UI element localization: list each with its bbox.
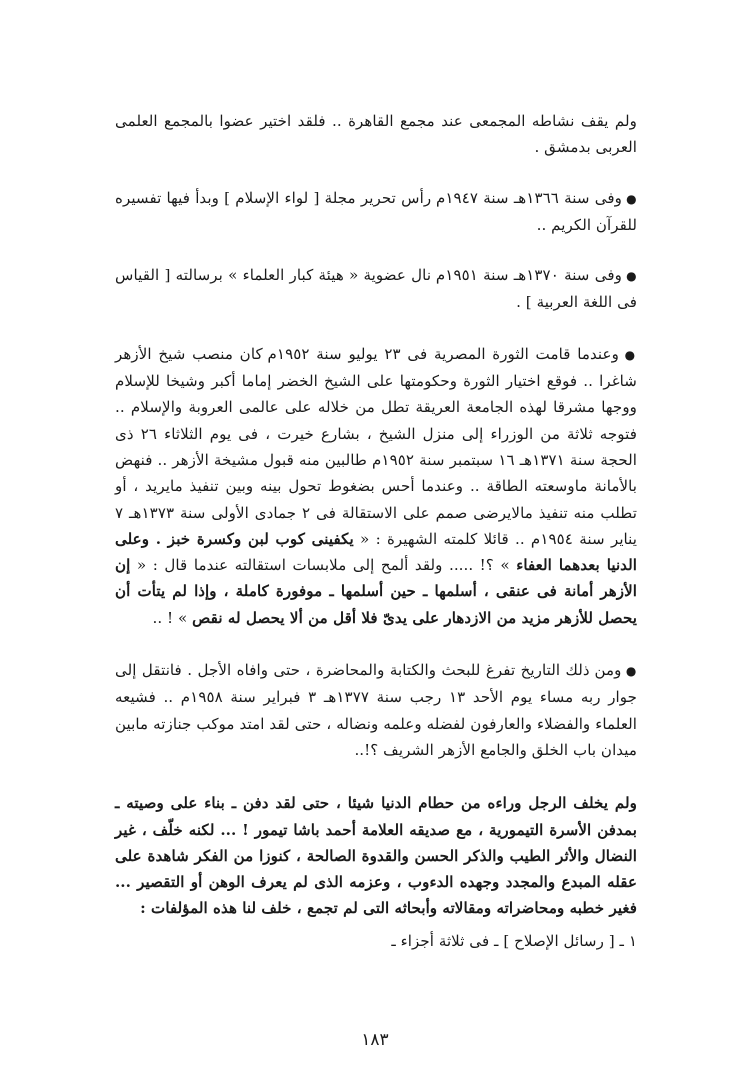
azhar-text-normal: وعندما قامت الثورة المصرية فى ٢٣ يوليو سنة ١٩٥٢م كان منصب شيخ الأزهر شاغرا .. فوقع اختيار الثورة وحكومتها على الشيخ الخضر إماما أكبر وشيخا للإسلام ووجها مشرقا لهذه الجامعة العريقة تطل من خلاله على عالمى العروبة والإسلام .. فتوجه ثلاثة من الوزراء إلى منزل الشيخ ، بشارع خيرت ، فى يوم الثلاثاء ٢٦ ذى الحجة سنة ١٣٧١هـ ١٦ سبتمبر سنة ١٩٥٢م طالبين منه قبول مشيخة الأزهر .. فنهض بالأمانة ماوسعته الطاقة .. وعندما أحس بضغوط تحول بينه وبين تنفيذ مايريد ، أو تطلب منه تنفيذ مالايرضى صمم على الاستقالة فى ٢ جمادى الأولى سنة ١٣٧٣هـ ٧ يناير سنة ١٩٥٤م .. قائلا كلمته الشهيرة : « (115, 344, 637, 548)
paragraph-azhar-sheikhdom (115, 341, 637, 631)
quote-cup-of-milk: يكفينى كوب لبن وكسرة خبز . وعلى الدنيا بعدهما العفاء (115, 529, 638, 575)
list-item: ١ ـ [ رسائل الإصلاح ] ـ فى ثلاثة أجزاء ـ (391, 931, 637, 950)
paragraph-liwa-al-islam: ● وفى سنة ١٣٦٦هـ سنة ١٩٤٧م رأس تحرير مجلة [ لواء الإسلام ] وبدأ فيها تفسيره للقرآن الكريم .. (115, 185, 637, 239)
quote-azhar-trust: إن الأزهر أمانة فى عنقى ، أسلمها ـ حين أسلمها ـ موفورة كاملة ، وإذا لم يتأت أن يحصل للأزهر مزيد من الازدهار على يدىّ فلا أقل من ألا يحصل له نقص (115, 556, 637, 627)
paragraph-death: ● ومن ذلك التاريخ تفرغ للبحث والكتابة والمحاضرة ، حتى وافاه الأجل . فانتقل إلى جوار ربه مساء يوم الأحد ١٣ رجب سنة ١٣٧٧هـ ٣ فبراير سنة ١٩٥٨م .. فشيعه العلماء والفضلاء والعارفون لفضله وعلمه ونضاله ، حتى لقد امتد موكب جنازته مابين ميدان باب الخلق والجامع الأزهر الشريف ؟!.. (115, 657, 637, 763)
page-body (115, 108, 637, 954)
paragraph-legacy: ولم يخلف الرجل وراءه من حطام الدنيا شيئا ، حتى لقد دفن ـ بناء على وصيته ـ بمدفن الأسرة التيمورية ، مع صديقه العلامة أحمد باشا تيمور ! ... لكنه خلّف ، غير النضال والأثر الطيب والذكر الحسن والقدوة الصالحة ، كنوزا من الفكر شاهدة على عقله المبدع والمجدد وجهده الدءوب ، وعزمه الذى لم يعرف الوهن أو التقصير ... فغير خطبه ومحاضراته ومقالاته وأبحاثه التى لم تجمع ، خلف لنا هذه المؤلفات : (115, 794, 637, 918)
paragraph-senior-scholars: ● وفى سنة ١٣٧٠هـ سنة ١٩٥١م نال عضوية « هيئة كبار العلماء » برسالته [ القياس فى اللغة العربية ] . (115, 262, 637, 316)
paragraph-academy-membership: ولم يقف نشاطه المجمعى عند مجمع القاهرة .. فلقد اختير عضوا بالمجمع العلمى العربى بدمشق . (115, 112, 637, 157)
azhar-text-end: » ! .. (152, 608, 188, 627)
azhar-text-mid: » ؟! ..... ولقد ألمح إلى ملابسات استقالته عندما قال : « (136, 556, 510, 575)
page-number: ١٨٣ (361, 1030, 389, 1050)
